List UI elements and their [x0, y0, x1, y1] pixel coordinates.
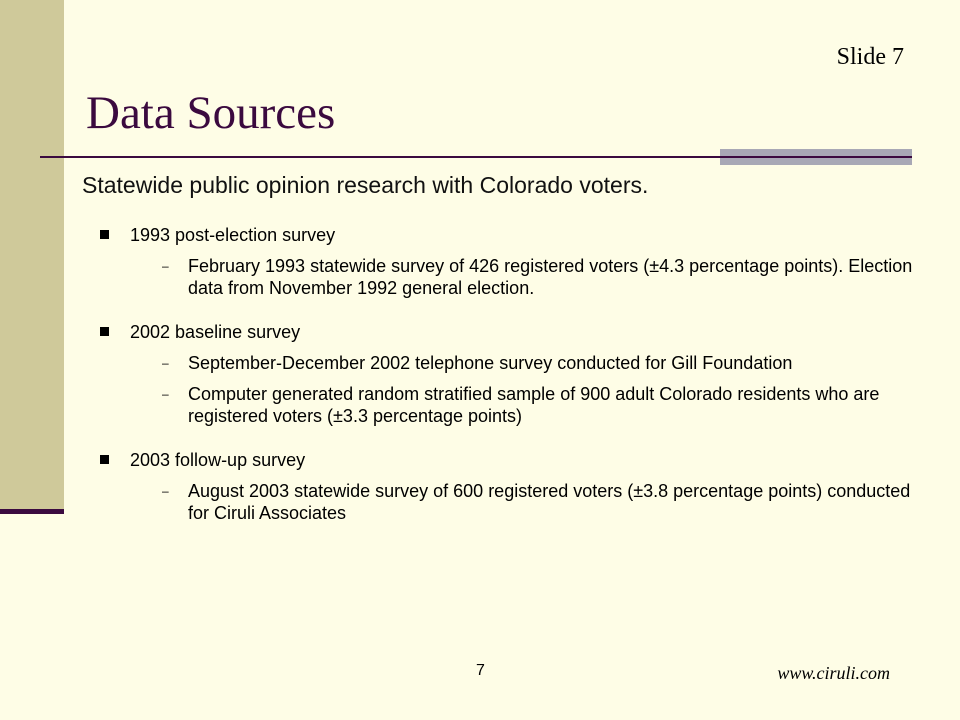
page-number: 7 — [476, 662, 485, 679]
square-bullet-icon — [100, 455, 109, 464]
sub-bullet-text: September-December 2002 telephone survey conducted for Gill Foundation — [188, 353, 793, 373]
slide-title: Data Sources — [86, 87, 336, 139]
sub-bullet-item — [130, 480, 920, 524]
bullet-text: 1993 post-election survey — [130, 225, 336, 245]
bullet-text: 2002 baseline survey — [130, 322, 301, 342]
dash-bullet-icon: – — [162, 259, 169, 273]
sidebar-decoration — [0, 0, 64, 512]
slide-subtitle: Statewide public opinion research with Colorado voters. — [82, 172, 649, 198]
bullet-list — [100, 224, 920, 524]
dash-bullet-icon: – — [162, 387, 169, 401]
sub-bullet-item — [130, 255, 920, 299]
dash-bullet-icon: – — [162, 484, 169, 498]
sub-bullet-text: August 2003 statewide survey of 600 registered voters (±3.8 percentage points) conducted for Ciruli Associates — [188, 481, 911, 523]
sub-bullet-item — [130, 352, 920, 374]
bullet-text: 2003 follow-up survey — [130, 450, 306, 470]
bullet-item — [100, 449, 920, 524]
sub-bullet-text: February 1993 statewide survey of 426 registered voters (±4.3 percentage points). Election data from November 1992 general election. — [188, 256, 913, 298]
sub-bullet-text: Computer generated random stratified sample of 900 adult Colorado residents who are registered voters (±3.3 percentage points) — [188, 384, 880, 426]
sidebar-accent-line — [0, 509, 64, 514]
bullet-item — [100, 321, 920, 427]
square-bullet-icon — [100, 327, 109, 336]
square-bullet-icon — [100, 230, 109, 239]
slide-label: Slide 7 — [836, 44, 904, 70]
title-rule — [40, 156, 912, 158]
dash-bullet-icon: – — [162, 356, 169, 370]
sub-bullet-item — [130, 383, 920, 427]
bullet-item — [100, 224, 920, 299]
footer-url: www.ciruli.com — [777, 663, 890, 683]
